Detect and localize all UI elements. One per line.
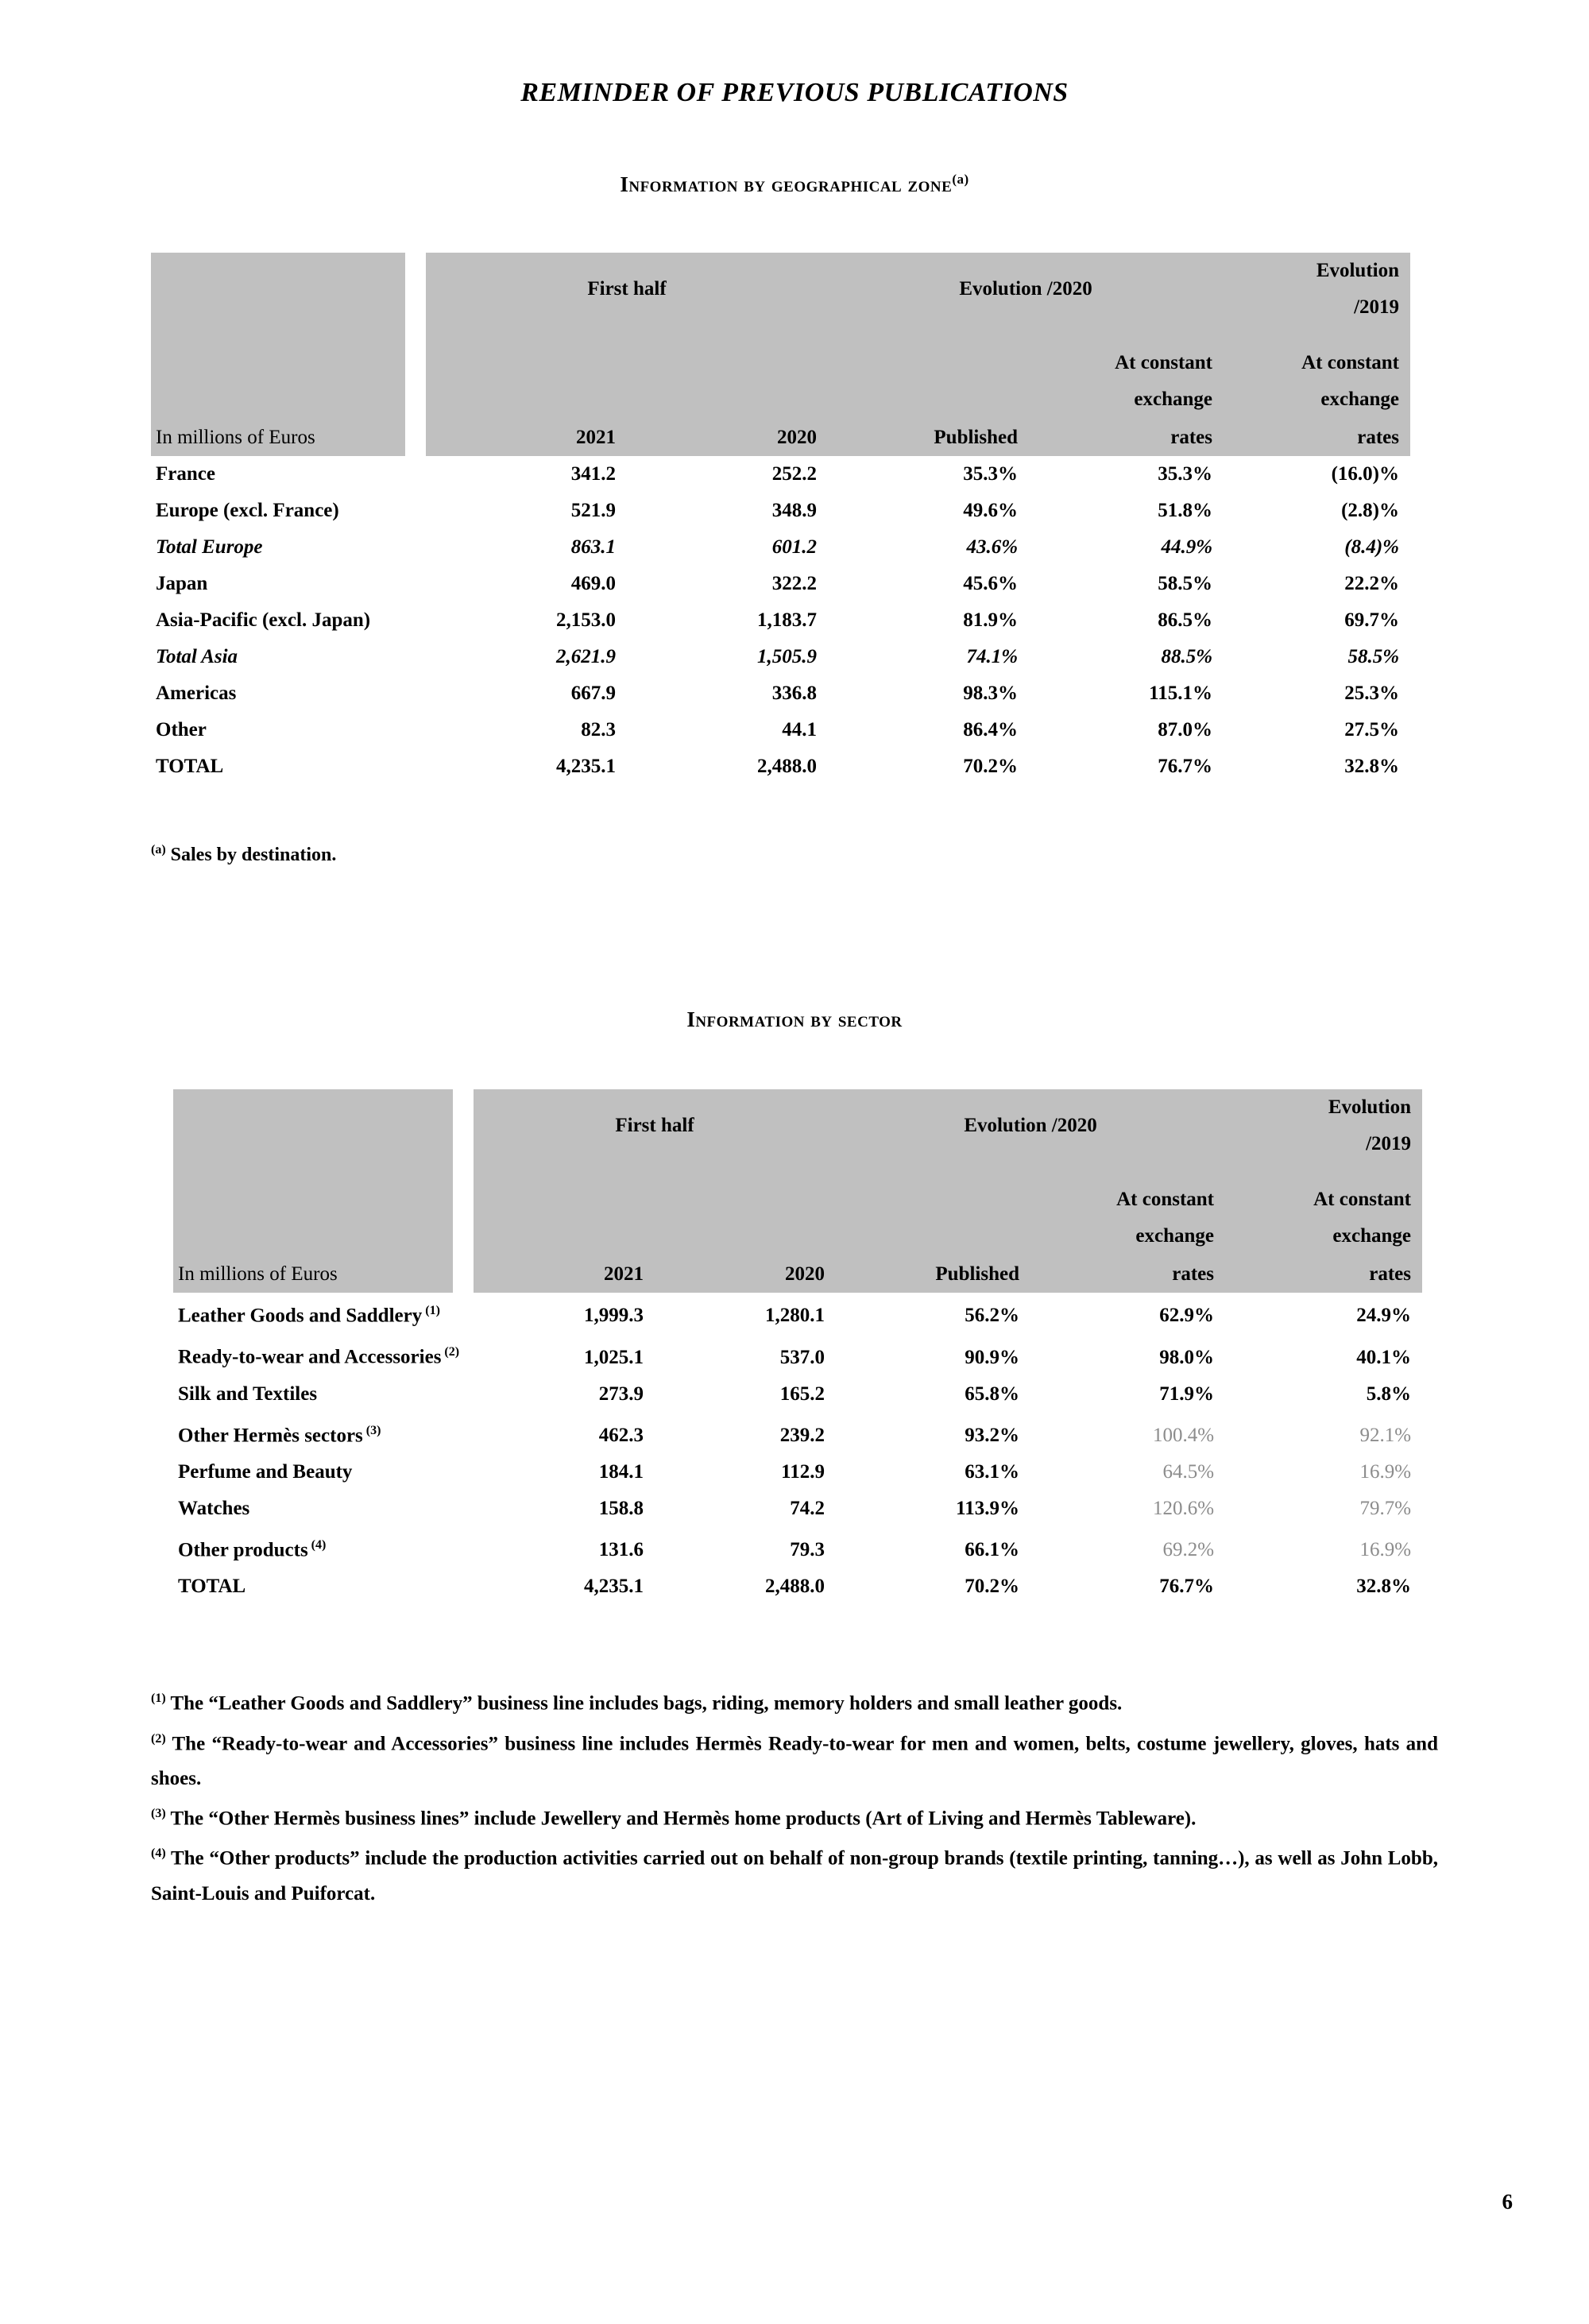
cell-published: 49.6%	[963, 500, 1019, 521]
cell-value-2020: 2,488.0	[757, 756, 818, 777]
column-gap	[405, 602, 426, 639]
table-row	[151, 639, 1410, 675]
cell-value-2020: 1,280.1	[765, 1305, 825, 1327]
table-row	[173, 1293, 1422, 1334]
row-label: Japan	[156, 573, 208, 594]
cell-constant-rates-2019: 32.8%	[1356, 1576, 1412, 1598]
cell-value-2020: 1,505.9	[757, 646, 818, 667]
cell-value-2021: 521.9	[570, 500, 616, 521]
header-col-constant-2019-rates: rates	[1224, 418, 1410, 456]
cell-value-2021: 1,025.1	[584, 1346, 644, 1368]
header-row-groups	[151, 253, 1410, 326]
header-col-published: Published	[836, 1255, 1030, 1293]
table-row	[151, 566, 1410, 602]
section-title-geographic-text: Information by geographical zone	[620, 172, 953, 196]
header-group-evolution-2020: Evolution /2020	[828, 253, 1224, 326]
cell-published: 90.9%	[965, 1346, 1020, 1368]
row-label: Total Asia	[156, 646, 238, 667]
column-gap	[453, 1568, 474, 1605]
cell-constant-rates-2020: 44.9%	[1161, 536, 1213, 558]
table-row	[173, 1568, 1422, 1605]
cell-constant-rates-2019: 5.8%	[1366, 1382, 1412, 1405]
cell-constant-rates-2019: 16.9%	[1359, 1460, 1412, 1483]
header-constant-2020-line1: At constant	[1115, 352, 1213, 373]
cell-constant-rates-2019: 40.1%	[1356, 1346, 1412, 1368]
header-constant-rates-2019	[1224, 326, 1410, 418]
cell-value-2020: 239.2	[779, 1424, 825, 1446]
cell-constant-rates-2019: (16.0)%	[1331, 463, 1400, 485]
header-group-first-half: First half	[474, 1089, 836, 1162]
column-gap	[405, 675, 426, 712]
cell-constant-rates-2020: 88.5%	[1161, 646, 1213, 667]
row-footnote-mark: (2)	[441, 1345, 460, 1359]
footnote-text: The “Other Hermès business lines” include Jewellery and Hermès home products (Art of Living and Hermès Tableware).	[165, 1808, 1197, 1830]
cell-published: 65.8%	[965, 1382, 1020, 1405]
header-constant-2020-line2: exchange	[1135, 1225, 1215, 1247]
cell-published: 45.6%	[963, 573, 1019, 594]
header-evolution-2019-line2: /2019	[1366, 1133, 1412, 1154]
footnote-text: The “Leather Goods and Saddlery” business line includes bags, riding, memory holders and small leather goods.	[165, 1692, 1123, 1715]
cell-constant-rates-2019: 32.8%	[1344, 756, 1400, 777]
table-row	[173, 1376, 1422, 1413]
table-row	[151, 675, 1410, 712]
cell-constant-rates-2019: 16.9%	[1359, 1539, 1412, 1561]
header-group-first-half: First half	[426, 253, 828, 326]
row-label: Watches	[178, 1497, 250, 1519]
header-constant-2019-line1: At constant	[1313, 1189, 1412, 1210]
document-page	[0, 78, 1589, 2324]
footnote-mark: (1)	[151, 1692, 166, 1706]
table-row	[173, 1413, 1422, 1454]
column-gap	[453, 1413, 474, 1454]
column-gap	[453, 1491, 474, 1527]
row-label: Europe (excl. France)	[156, 500, 339, 521]
cell-constant-rates-2020: 71.9%	[1159, 1382, 1215, 1405]
cell-published: 81.9%	[963, 609, 1019, 631]
cell-constant-rates-2020: 98.0%	[1159, 1346, 1215, 1368]
section-title-geographic-superscript: (a)	[952, 172, 969, 187]
cell-value-2021: 4,235.1	[556, 756, 616, 777]
row-label: Other Hermès sectors $^{(3)}$	[178, 1423, 381, 1446]
cell-constant-rates-2020: 120.6%	[1152, 1497, 1215, 1519]
section-title-sector	[0, 1007, 1589, 1032]
cell-constant-rates-2020: 69.2%	[1162, 1539, 1215, 1561]
header-evolution-2019-line2: /2019	[1354, 296, 1400, 318]
geographic-table-body	[151, 456, 1410, 785]
cell-published: 113.9%	[956, 1497, 1020, 1519]
header-constant-2019-line2: exchange	[1332, 1225, 1412, 1247]
cell-constant-rates-2019: 79.7%	[1359, 1497, 1412, 1519]
geographic-footnote-mark: (a)	[151, 843, 166, 857]
cell-value-2021: 4,235.1	[584, 1576, 644, 1598]
cell-value-2021: 158.8	[598, 1497, 644, 1519]
document-title: REMINDER OF PREVIOUS PUBLICATIONS	[520, 78, 1069, 107]
cell-published: 35.3%	[963, 463, 1019, 485]
geographic-table-wrapper	[0, 253, 1589, 785]
cell-value-2021: 2,621.9	[556, 646, 616, 667]
cell-published: 74.1%	[966, 646, 1019, 667]
cell-constant-rates-2020: 87.0%	[1158, 719, 1213, 741]
geographic-table-header	[151, 253, 1410, 456]
footnote-mark: (4)	[151, 1846, 166, 1861]
cell-constant-rates-2019: 58.5%	[1347, 646, 1400, 667]
cell-constant-rates-2019: (2.8)%	[1341, 500, 1400, 521]
cell-value-2020: 44.1	[782, 719, 818, 741]
cell-value-2021: 131.6	[598, 1539, 644, 1561]
cell-constant-rates-2019: 24.9%	[1356, 1305, 1412, 1327]
table-row	[151, 529, 1410, 566]
header-group-evolution-2019	[1224, 253, 1410, 326]
table-row	[151, 493, 1410, 529]
header-col-constant-2020-rates: rates	[1029, 418, 1224, 456]
cell-value-2021: 667.9	[570, 683, 616, 704]
cell-published: 43.6%	[966, 536, 1019, 558]
cell-value-2020: 165.2	[779, 1382, 825, 1405]
header-row-columns	[173, 1255, 1422, 1293]
column-gap	[405, 639, 426, 675]
cell-value-2020: 2,488.0	[765, 1576, 825, 1598]
sector-footnotes	[0, 1681, 1589, 1911]
row-label: Perfume and Beauty	[178, 1460, 353, 1483]
header-constant-rates-2020	[1030, 1162, 1225, 1255]
sector-table-body	[173, 1293, 1422, 1605]
column-gap	[405, 529, 426, 566]
footnote-text: The “Other products” include the production activities carried out on behalf of non-group brands (textile printing, tanning…), as well as John Lobb, Saint-Louis and Puiforcat.	[151, 1847, 1438, 1904]
table-row	[151, 456, 1410, 493]
cell-published: 70.2%	[963, 756, 1019, 777]
cell-constant-rates-2020: 100.4%	[1152, 1424, 1215, 1446]
cell-value-2021: 2,153.0	[556, 609, 616, 631]
footnote-text: The “Ready-to-wear and Accessories” business line includes Hermès Ready-to-wear for men and women, belts, costume jewellery, gloves, hats and shoes.	[151, 1732, 1438, 1789]
table-row	[151, 748, 1410, 785]
cell-value-2020: 74.2	[790, 1497, 825, 1519]
row-label: Silk and Textiles	[178, 1382, 318, 1405]
cell-value-2021: 273.9	[598, 1382, 644, 1405]
cell-constant-rates-2019: 22.2%	[1344, 573, 1400, 594]
cell-value-2021: 82.3	[581, 719, 616, 741]
cell-value-2021: 863.1	[570, 536, 616, 558]
cell-constant-rates-2019: 25.3%	[1344, 683, 1400, 704]
header-row-groups	[173, 1089, 1422, 1162]
table-row	[151, 712, 1410, 748]
cell-published: 98.3%	[963, 683, 1019, 704]
cell-published: 86.4%	[963, 719, 1019, 741]
header-constant-2020-line1: At constant	[1116, 1189, 1215, 1210]
cell-constant-rates-2020: 86.5%	[1158, 609, 1213, 631]
geographic-footnote	[0, 834, 1589, 871]
cell-value-2021: 469.0	[570, 573, 616, 594]
header-col-constant-2019-rates: rates	[1225, 1255, 1422, 1293]
column-gap	[405, 748, 426, 785]
header-label-column: In millions of Euros	[151, 418, 405, 456]
page-number: 6	[1502, 2190, 1513, 2214]
cell-value-2020: 348.9	[771, 500, 818, 521]
table-row	[173, 1527, 1422, 1568]
cell-constant-rates-2019: 92.1%	[1359, 1424, 1412, 1446]
header-group-evolution-2020: Evolution /2020	[836, 1089, 1225, 1162]
footnote-item	[151, 1722, 1438, 1796]
footnote-item	[151, 1836, 1438, 1911]
row-label: Other	[156, 719, 207, 741]
row-footnote-mark: (3)	[362, 1423, 381, 1437]
cell-constant-rates-2020: 35.3%	[1158, 463, 1213, 485]
row-footnote-mark: (1)	[422, 1304, 440, 1317]
geographic-footnote-text: Sales by destination.	[170, 845, 337, 865]
cell-constant-rates-2020: 76.7%	[1158, 756, 1213, 777]
footnote-mark: (2)	[151, 1731, 166, 1746]
cell-value-2020: 252.2	[771, 463, 818, 485]
geographic-table	[151, 253, 1410, 785]
row-label: Asia-Pacific (excl. Japan)	[156, 609, 371, 631]
cell-published: 70.2%	[965, 1576, 1020, 1598]
column-gap	[405, 712, 426, 748]
column-gap	[453, 1293, 474, 1334]
table-row	[173, 1334, 1422, 1375]
cell-constant-rates-2020: 76.7%	[1159, 1576, 1215, 1598]
header-constant-rates-2019	[1225, 1162, 1422, 1255]
cell-published: 56.2%	[965, 1305, 1020, 1327]
column-gap	[405, 493, 426, 529]
footnote-mark: (3)	[151, 1806, 166, 1820]
table-row	[173, 1491, 1422, 1527]
row-label: Total Europe	[156, 536, 263, 558]
header-col-2021: 2021	[426, 418, 627, 456]
footnote-item	[151, 1796, 1438, 1836]
cell-value-2020: 537.0	[779, 1346, 825, 1368]
header-constant-2019-line1: At constant	[1301, 352, 1400, 373]
cell-value-2021: 462.3	[598, 1424, 644, 1446]
row-label: Ready-to-wear and Accessories $^{(2)}$	[178, 1345, 460, 1368]
header-col-constant-2020-rates: rates	[1030, 1255, 1225, 1293]
header-label-column: In millions of Euros	[173, 1255, 453, 1293]
cell-value-2020: 1,183.7	[757, 609, 818, 631]
cell-constant-rates-2020: 51.8%	[1158, 500, 1213, 521]
cell-constant-rates-2020: 64.5%	[1162, 1460, 1215, 1483]
cell-value-2020: 336.8	[771, 683, 818, 704]
header-col-published: Published	[828, 418, 1029, 456]
cell-published: 93.2%	[965, 1424, 1020, 1446]
section-title-sector-text: Information by sector	[686, 1007, 903, 1031]
header-col-2021: 2021	[474, 1255, 655, 1293]
section-title-geographic	[0, 172, 1589, 197]
cell-value-2020: 112.9	[781, 1460, 825, 1483]
header-constant-rates-2020	[1029, 326, 1224, 418]
column-gap	[405, 456, 426, 493]
cell-value-2021: 341.2	[570, 463, 616, 485]
column-gap	[453, 1376, 474, 1413]
row-label: TOTAL	[156, 756, 224, 777]
cell-value-2020: 79.3	[790, 1539, 825, 1561]
table-row	[151, 602, 1410, 639]
table-row	[173, 1454, 1422, 1491]
column-gap	[453, 1454, 474, 1491]
cell-constant-rates-2019: (8.4)%	[1344, 536, 1400, 558]
sector-table	[173, 1089, 1422, 1605]
header-col-2020: 2020	[655, 1255, 836, 1293]
sector-table-wrapper	[0, 1089, 1589, 1605]
cell-value-2021: 1,999.3	[584, 1305, 644, 1327]
cell-value-2021: 184.1	[598, 1460, 644, 1483]
cell-value-2020: 601.2	[771, 536, 818, 558]
row-label: Other products $^{(4)}$	[178, 1537, 327, 1561]
column-gap	[405, 566, 426, 602]
row-label: Leather Goods and Saddlery $^{(1)}$	[178, 1304, 440, 1327]
cell-published: 66.1%	[965, 1539, 1020, 1561]
cell-constant-rates-2020: 58.5%	[1158, 573, 1213, 594]
cell-constant-rates-2019: 27.5%	[1344, 719, 1400, 741]
row-label: France	[156, 463, 215, 485]
footnote-item	[151, 1681, 1438, 1721]
cell-constant-rates-2019: 69.7%	[1344, 609, 1400, 631]
header-col-2020: 2020	[627, 418, 828, 456]
header-constant-2019-line2: exchange	[1320, 389, 1400, 410]
header-group-evolution-2019	[1225, 1089, 1422, 1162]
row-footnote-mark: (4)	[307, 1537, 327, 1552]
row-label: TOTAL	[178, 1576, 246, 1598]
sector-table-header	[173, 1089, 1422, 1293]
row-label: Americas	[156, 683, 237, 704]
cell-constant-rates-2020: 62.9%	[1159, 1305, 1215, 1327]
cell-constant-rates-2020: 115.1%	[1149, 683, 1213, 704]
cell-published: 63.1%	[965, 1460, 1020, 1483]
header-row-columns	[151, 418, 1410, 456]
cell-value-2020: 322.2	[771, 573, 818, 594]
header-constant-2020-line2: exchange	[1134, 389, 1213, 410]
column-gap	[453, 1527, 474, 1568]
header-evolution-2019-line1: Evolution	[1328, 1096, 1412, 1118]
header-evolution-2019-line1: Evolution	[1316, 260, 1400, 281]
